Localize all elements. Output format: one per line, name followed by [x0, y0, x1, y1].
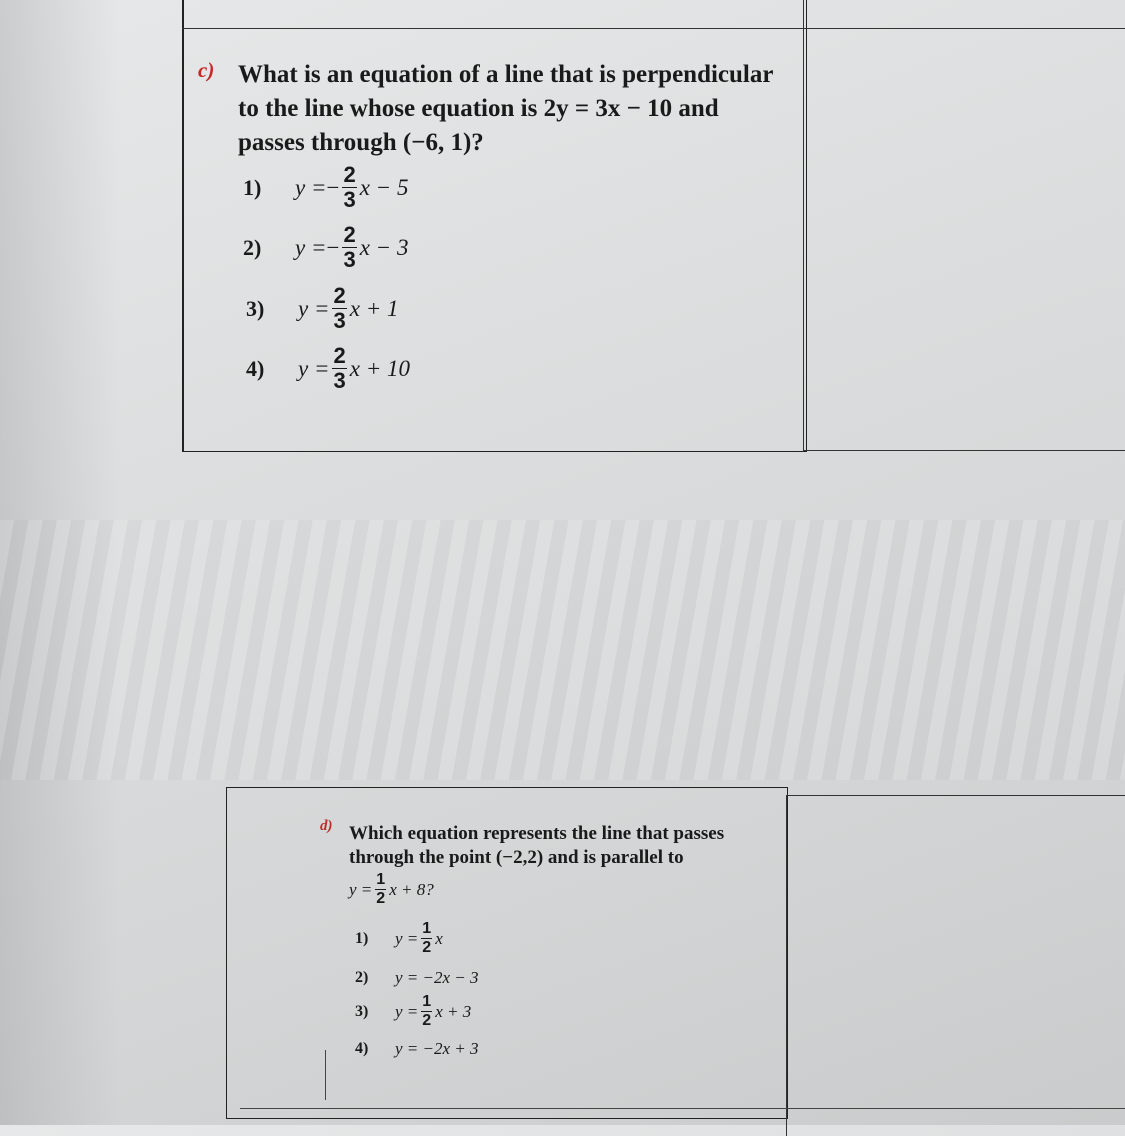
choice-equation: y = $\frac{1}{2}$ x [395, 920, 443, 956]
screen-moire [0, 520, 1125, 780]
choice-number: 1) [243, 174, 262, 200]
choice-equation: y = $\frac{2}{3}$ x + 10 [298, 343, 410, 393]
question-line-2: through the point (−2,2) and is parallel to [349, 847, 684, 868]
question-letter: c) [198, 58, 215, 82]
choice-number: 1) [355, 929, 369, 947]
inner-rule [325, 1050, 326, 1100]
bottom-rule [240, 1108, 1125, 1109]
choice-equation: y = − $\frac{2}{3}$ x − 3 [295, 222, 409, 272]
choice-equation: y = $\frac{2}{3}$ x + 1 [298, 283, 399, 333]
given-equation: y = $\frac{1}{2}$ x + 8? [349, 871, 434, 907]
question-line-3: passes through (−6, 1)? [238, 129, 484, 156]
answer-d-box [786, 795, 1125, 1136]
choice-equation: y = −2x − 3 [395, 968, 479, 987]
choice-2[interactable] [355, 968, 479, 988]
choice-number: 3) [355, 1002, 369, 1020]
choice-1[interactable] [243, 164, 408, 211]
choice-4[interactable] [355, 1039, 479, 1059]
choice-number: 2) [243, 234, 262, 260]
choice-number: 4) [355, 1040, 369, 1057]
question-line-2: to the line whose equation is 2y = 3x − 10 and [238, 95, 719, 122]
choice-3[interactable] [355, 994, 471, 1029]
question-letter: d) [320, 818, 333, 834]
choice-3[interactable] [246, 285, 398, 332]
choice-equation: y = $\frac{1}{2}$ x + 3 [395, 993, 472, 1029]
choice-1[interactable] [355, 921, 443, 956]
choice-equation: y = −2x + 3 [395, 1039, 479, 1058]
question-line-1: What is an equation of a line that is perpendicular [238, 61, 774, 88]
choice-equation: y = − $\frac{2}{3}$ x − 5 [295, 162, 409, 212]
choice-number: 4) [246, 355, 265, 381]
choice-4[interactable] [246, 345, 410, 392]
choice-2[interactable] [243, 224, 408, 271]
question-line-1: Which equation represents the line that passes [349, 823, 725, 844]
choice-number: 3) [246, 295, 265, 321]
top-rule [182, 28, 1125, 29]
choice-number: 2) [355, 969, 369, 986]
answer-c-box [803, 0, 1125, 451]
